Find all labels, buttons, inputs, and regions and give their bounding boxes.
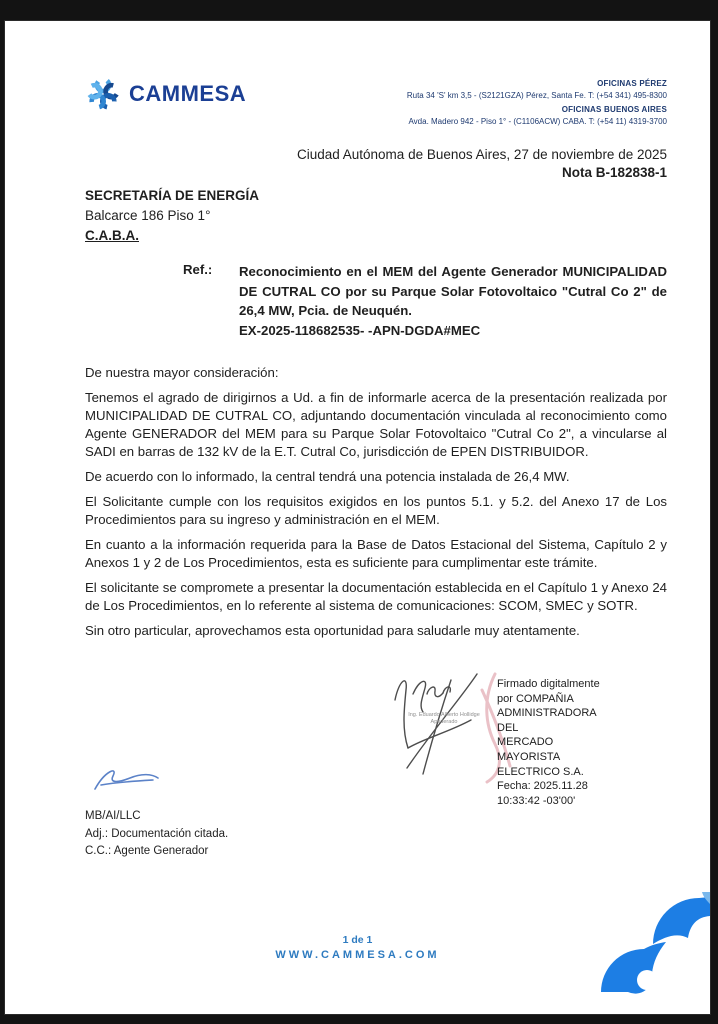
cammesa-logo [85,75,246,113]
attachment-note: Adj.: Documentación citada. [85,827,229,840]
letter-page [5,21,710,1014]
body-paragraph-5: El solicitante se compromete a presentar la documentación establecida en el Capítulo 1 y Anexo 24 de Los Procedimientos, en lo referente al sistema de comunicaciones: SCOM, SMEC y SOTR. [85,580,667,613]
body-paragraph-4: En cuanto a la información requerida para la Base de Datos Estacional del Sistema, Capítulo 2 y Anexos 1 y 2 de Los Procedimientos, esta es suficiente para cumplimentar este trámite. [85,537,667,570]
body-paragraph-2: De acuerdo con lo informado, la central tendrá una potencia instalada de 26,4 MW. [85,469,570,484]
recipient-block [85,186,710,246]
stamp-line: por COMPAÑIA [497,692,574,705]
signer-caption [390,712,498,726]
recipient-city: C.A.B.A. [85,228,139,243]
stamp-line: ELECTRICO S.A. [497,765,584,778]
salutation: De nuestra mayor consideración: [85,365,279,380]
reference-file-number: EX-2025-118682535- -APN-DGDA#MEC [239,322,481,338]
cammesa-petals-graphic [598,892,710,1002]
cammesa-wordmark: CAMMESA [129,81,247,106]
recipient-address: Balcarce 186 Piso 1° [85,208,211,223]
date-block [5,147,667,180]
body-paragraph-6: Sin otro particular, aprovechamos esta oportunidad para saludarle muy atentamente. [85,623,580,638]
cammesa-flower-icon [85,75,121,113]
body-paragraph-3: El Solicitante cumple con los requisitos exigidos en los puntos 5.1. y 5.2. del Anexo 17 de Los Procedimientos para su ingreso y administración en el MEM. [85,494,667,527]
reference-initials-block [85,808,228,861]
date-line: Ciudad Autónoma de Buenos Aires, 27 de noviembre de 2025 [296,147,667,162]
cc-note: C.C.: Agente Generador [85,845,209,857]
office-address-perez: Ruta 34 'S' km 3,5 - (S2121GZA) Pérez, Santa Fe. T: (+54 341) 495-8300 [406,91,667,100]
stamp-line: ADMINISTRADORA DEL [497,707,597,734]
reference-label: Ref.: [183,262,213,277]
signer-title: Apoderado [430,719,458,725]
letterhead [85,75,667,131]
initials-signature [91,763,163,795]
office-address-buenos-aires: Avda. Madero 942 - Piso 1° - (C1106ACW) CABA. T: (+54 11) 4319-3700 [408,117,667,126]
note-number: Nota B-182838-1 [561,165,667,180]
closing-block [85,763,228,861]
stamp-line: Firmado digitalmente [497,678,600,690]
office-title-perez: OFICINAS PÉREZ [597,79,667,88]
reference-block [183,262,667,340]
digital-signature-stamp [497,677,615,808]
stamp-line: MERCADO MAYORISTA [497,736,561,763]
stamp-line: 10:33:42 -03'00' [497,794,576,807]
body-paragraph-1: Tenemos el agrado de dirigirnos a Ud. a fin de informarle acerca de la presentación realizada por MUNICIPALIDAD DE CUTRAL CO, adjuntando documentación vinculada al reconocimiento como Agente GENERADOR del MEM para su Parque Solar Fotovoltaico "Cutral Co 2", a vincularse al SADI en barras de 132 kV de la E.T. Cutral Co, jurisdicción de EPEN DISTRIBUIDOR. [85,390,667,459]
reference-subject: Reconocimiento en el MEM del Agente Generador MUNICIPALIDAD DE CUTRAL CO por su Parque Solar Fotovoltaico "Cutral Co 2" de 26,4 MW, Pcia. de Neuquén. [239,264,667,318]
website-url: WWW.CAMMESA.COM [275,949,440,961]
office-addresses [407,75,667,131]
page-indicator: 1 de 1 [342,934,373,946]
stamp-line: Fecha: 2025.11.28 [497,780,588,793]
signer-name: Ing. Eduardo Alberto Hollidge [408,712,480,718]
reference-text [239,262,667,340]
author-initials: MB/AI/LLC [85,810,141,822]
recipient-name: SECRETARÍA DE ENERGÍA [85,188,260,203]
office-title-buenos-aires: OFICINAS BUENOS AIRES [561,105,667,114]
